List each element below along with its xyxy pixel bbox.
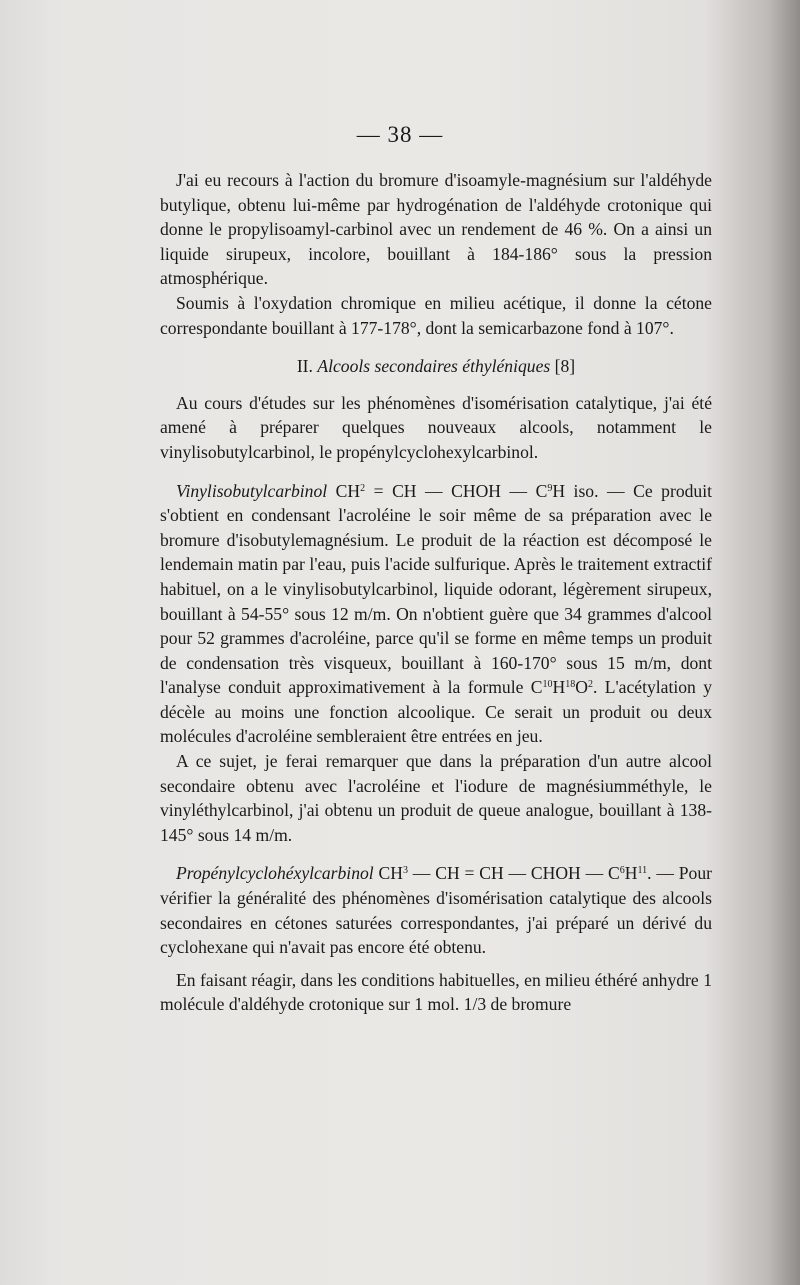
formula-index: 6 [619, 865, 625, 877]
propenyl-formula [379, 863, 648, 883]
formula-part: O [575, 677, 588, 698]
propenyl-body: . — Pour vérifier la généralité des phénomènes d'isomérisation catalytique des alcools secondaires en cétones saturées correspondantes, j'ai préparé un dérivé du cyclohexane qui n'avait pas encore été obtenu. [160, 863, 712, 958]
formula-index: 10 [542, 679, 553, 691]
section-number: II. [296, 356, 313, 377]
formula-index: 11 [637, 865, 648, 877]
vinyl-compound-name: Vinylisobutylcarbinol [176, 480, 328, 501]
formula-index: 9 [547, 482, 553, 494]
propenyl-paragraph [160, 861, 712, 959]
vinyl-paragraph [160, 479, 712, 750]
vinyl-formula [336, 481, 599, 501]
section-title: Alcools secondaires éthyléniques [317, 356, 551, 377]
formula-index: 18 [565, 679, 576, 691]
formula-part: iso. [565, 480, 599, 501]
formula-part: = CH — CHOH — C [365, 480, 548, 501]
vinyl-body-2: . L'acétylation y décèle au moins une fonction alcoolique. Ce serait un produit ou deux molécules d'acroléine sembleraient être entrées en jeu. [160, 677, 712, 747]
last-paragraph: En faisant réagir, dans les conditions habituelles, en milieu éthéré anhydre 1 molécule d'aldéhyde crotonique sur 1 mol. 1/3 de bromure [160, 969, 712, 1015]
formula-part: H [552, 677, 566, 698]
section-intro: Au cours d'études sur les phénomènes d'isomérisation catalytique, j'ai été amené à préparer quelques nouveaux alcools, notamment le vinylisobutylcarbinol, le propénylcyclohexylcarbinol. [160, 392, 712, 462]
formula-part: H [624, 863, 638, 884]
formula-index: 2 [587, 679, 593, 691]
formula-part: CH [335, 480, 361, 501]
formula-part: H [552, 480, 566, 501]
section-reference: [8] [554, 356, 576, 377]
section-heading [160, 354, 712, 379]
body-text [160, 168, 712, 1017]
paragraph-2: Soumis à l'oxydation chromique en milieu acétique, il donne la cétone correspondante bouillant à 177-178°, dont la semicarbazone fond à 107°. [160, 292, 712, 338]
formula-part: C [530, 677, 543, 698]
vinyl-body-1: — Ce produit s'obtient en condensant l'acroléine le soir même de sa préparation avec le bromure d'isobutylemagnésium. Le produit de la réaction est décomposé le lendemain matin par l'eau, puis l'acide sulfurique. Après le traitement extractif habituel, on a le vinylisobutylcarbinol, liquide odorant, légèrement sirupeux, bouillant à 54-55° sous 12 m/m. On n'obtient guère que 34 grammes d'alcool pour 52 grammes d'acroléine, parce qu'il se forme en même temps un produit de condensation très visqueux, bouillant à 160-170° sous 15 m/m, dont l'analyse conduit approximativement à la formule [160, 480, 712, 698]
formula-part: — CH = CH — CHOH — C [407, 863, 620, 884]
propenyl-compound-name: Propénylcyclohéxylcarbinol [176, 863, 374, 884]
paragraph-1: J'ai eu recours à l'action du bromure d'isoamyle-magnésium sur l'aldéhyde butylique, obtenu lui-même par hydrogénation de l'aldéhyde crotonique qui donne le propylisoamyl-carbinol avec un rendement de 46 %. On a ainsi un liquide sirupeux, incolore, bouillant à 184-186° sous la pression atmosphérique. [160, 170, 712, 289]
formula-index: 2 [360, 482, 366, 494]
formula-part: CH [378, 863, 403, 884]
acroleine-paragraph: A ce sujet, je ferai remarquer que dans la préparation d'un autre alcool secondaire obtenu avec l'acroléine et l'iodure de magnésiumméthyle, le vinyléthylcarbinol, j'ai obtenu un produit de queue analogue, bouillant à 138-145° sous 14 m/m. [160, 751, 712, 845]
formula-index: 3 [402, 865, 408, 877]
page-number: — 38 — [356, 122, 444, 147]
formula-c10h18o2 [531, 677, 593, 697]
